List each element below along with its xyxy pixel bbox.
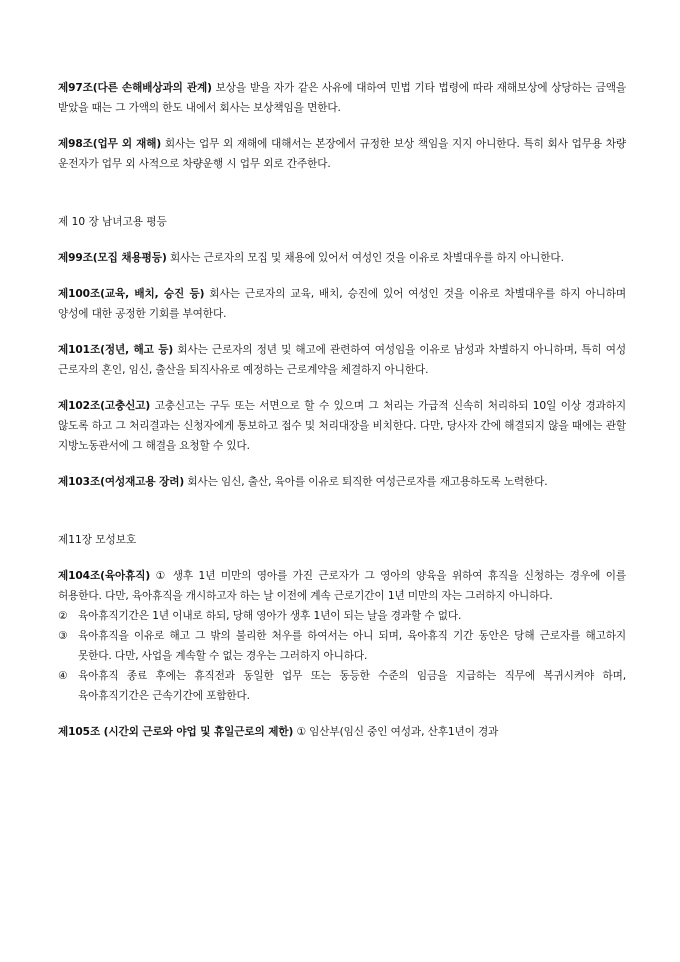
chapter-10-heading: 제 10 장 남녀고용 평등 — [58, 216, 167, 228]
item-number: ④ — [58, 670, 68, 682]
article-105 — [58, 722, 626, 742]
item-text: 육아휴직 종료 후에는 휴직전과 동일한 업무 또는 동등한 수준의 임금을 지급하는 직무에 복귀시켜야 하며, 육아휴직기간은 근속기간에 포함한다. — [78, 670, 626, 702]
article-heading: 제101조(정년, 해고 등) — [58, 344, 174, 356]
item-number: ② — [58, 610, 68, 622]
document-page — [58, 78, 626, 742]
article-body: 보상을 받을 자가 같은 사유에 대하여 민법 기타 법령에 따라 재해보상에 상당하는 금액을 받았을 때는 그 가액의 한도 내에서 회사는 보상책임을 면한다. — [58, 82, 626, 114]
item-number: ③ — [58, 630, 68, 642]
article-101 — [58, 340, 626, 380]
article-99 — [58, 248, 626, 268]
article-heading: 제97조(다른 손해배상과의 관계) — [58, 82, 212, 94]
article-104 — [58, 566, 626, 606]
article-body: ① 임산부(임신 중인 여성과, 산후1년이 경과 — [293, 726, 499, 738]
article-body: 회사는 업무 외 재해에 대해서는 본장에서 규정한 보상 책임을 지지 아니한다. 특히 회사 업무용 차량 운전자가 업무 외 사적으로 차량운행 시 업무 외로 간주한다. — [58, 138, 626, 170]
article-body: 고충신고는 구두 또는 서면으로 할 수 있으며 그 처리는 가급적 신속히 처리하되 10일 이상 경과하지 않도록 하고 그 처리결과는 신청자에게 통보하고 접수 및 처리대장을 비치한다. 다만, 당사자 간에 해결되지 않을 때에는 관할 지방노동관서에 그 해결을 요청할 수 있다. — [58, 400, 626, 452]
article-body: 회사는 근로자의 정년 및 해고에 관련하여 여성임을 이유로 남성과 차별하지 아니하며, 특히 여성 근로자의 혼인, 임신, 출산을 퇴직사유로 예정하는 근로계약을 체결하지 아니한다. — [58, 344, 626, 376]
chapter-11-heading: 제11장 모성보호 — [58, 534, 137, 546]
article-heading: 제99조(모집 채용평등) — [58, 252, 167, 264]
article-body: 회사는 근로자의 모집 및 채용에 있어서 여성인 것을 이유로 차별대우를 하지 아니한다. — [166, 252, 564, 264]
article-heading: 제102조(고충신고) — [58, 400, 151, 412]
article-104-item-2 — [58, 606, 626, 626]
article-body: 회사는 임신, 출산, 육아를 이유로 퇴직한 여성근로자를 재고용하도록 노력한다. — [184, 476, 548, 488]
article-98 — [58, 134, 626, 174]
article-heading: 제103조(여성재고용 장려) — [58, 476, 185, 488]
article-heading: 제104조(육아휴직) — [58, 570, 151, 582]
article-104-item-3 — [58, 626, 626, 666]
article-104-item-4 — [58, 666, 626, 706]
article-97 — [58, 78, 626, 118]
article-heading: 제98조(업무 외 재해) — [58, 138, 162, 150]
article-100 — [58, 284, 626, 324]
item-text: 육아휴직을 이유로 해고 그 밖의 불리한 처우를 하여서는 아니 되며, 육아휴직 기간 동안은 당해 근로자를 해고하지 못한다. 다만, 사업을 계속할 수 없는 경우는 그러하지 아니하다. — [78, 630, 626, 662]
article-heading: 제105조 (시간외 근로와 야업 및 휴일근로의 제한) — [58, 726, 294, 738]
article-103 — [58, 472, 626, 492]
article-102 — [58, 396, 626, 456]
article-body: ① 생후 1년 미만의 영아를 가진 근로자가 그 영아의 양육을 위하여 휴직을 신청하는 경우에 이를 허용한다. 다만, 육아휴직을 개시하고자 하는 날 이전에 계속 근로기간이 1년 미만의 자는 그러하지 아니하다. — [58, 570, 626, 602]
article-body: 회사는 근로자의 교육, 배치, 승진에 있어 여성인 것을 이유로 차별대우를 하지 아니하며 양성에 대한 공정한 기회를 부여한다. — [58, 288, 626, 320]
item-text: 육아휴직기간은 1년 이내로 하되, 당해 영아가 생후 1년이 되는 날을 경과할 수 없다. — [78, 610, 462, 622]
article-heading: 제100조(교육, 배치, 승진 등) — [58, 288, 205, 300]
